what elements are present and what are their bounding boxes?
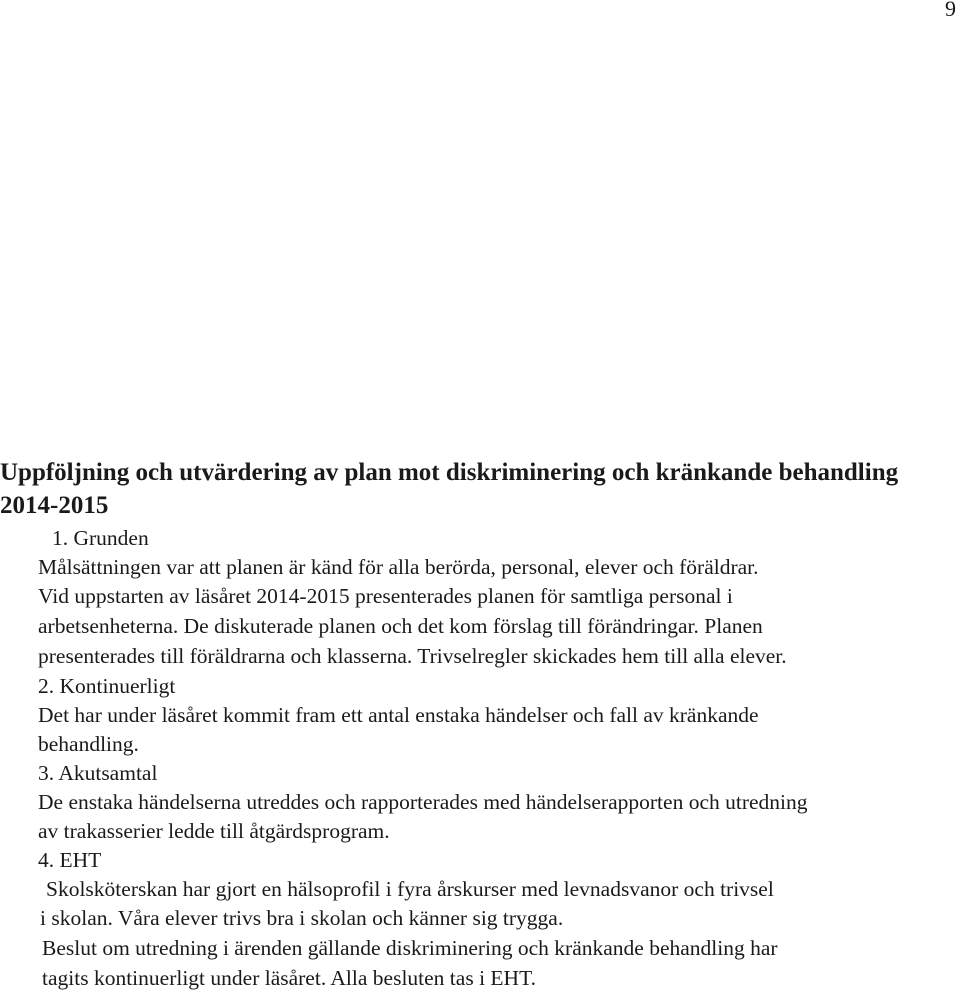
section-heading-akutsamtal: 3. Akutsamtal (38, 761, 158, 785)
body-line: i skolan. Våra elever trivs bra i skolan och känner sig trygga. (40, 906, 564, 930)
body-line: Beslut om utredning i ärenden gällande diskriminering och kränkande behandling har (42, 936, 778, 960)
body-line: arbetsenheterna. De diskuterade planen och det kom förslag till förändringar. Planen (38, 614, 763, 638)
section-heading-eht: 4. EHT (38, 848, 102, 872)
body-line: Målsättningen var att planen är känd för alla berörda, personal, elever och föräldrar. (38, 555, 759, 579)
body-line: De enstaka händelserna utreddes och rapporterades med händelserapporten och utredning (38, 790, 808, 814)
body-line: presenterades till föräldrarna och klasserna. Trivselregler skickades hem till alla elever. (38, 644, 787, 668)
body-line: av trakasserier ledde till åtgärdsprogram. (38, 819, 390, 843)
body-line: Det har under läsåret kommit fram ett antal enstaka händelser och fall av kränkande (38, 703, 759, 727)
section-heading-grunden: 1. Grunden (52, 526, 149, 550)
body-line: tagits kontinuerligt under läsåret. Alla besluten tas i EHT. (42, 966, 536, 990)
body-line: behandling. (38, 732, 139, 756)
section-heading-kontinuerligt: 2. Kontinuerligt (38, 674, 176, 698)
body-line: Skolsköterskan har gjort en hälsoprofil i fyra årskurser med levnadsvanor och trivsel (46, 877, 774, 901)
document-title: Uppföljning och utvärdering av plan mot diskriminering och kränkande behandling 2014-2015 (0, 459, 899, 519)
page-number: 9 (945, 0, 956, 21)
body-line: Vid uppstarten av läsåret 2014-2015 presenterades planen för samtliga personal i (38, 584, 733, 608)
